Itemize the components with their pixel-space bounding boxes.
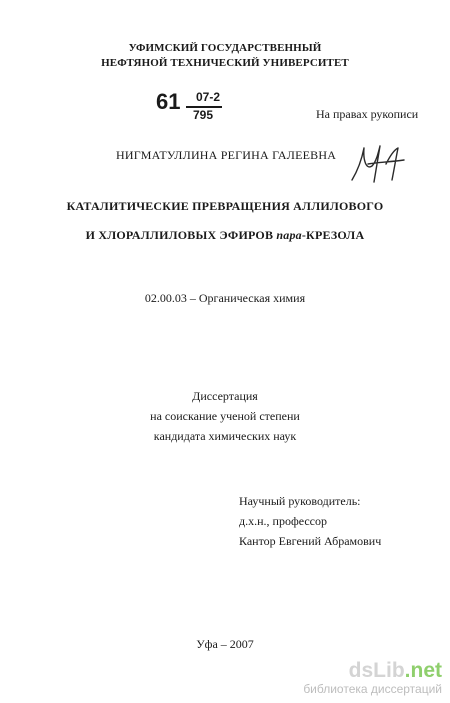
university-name [0, 41, 450, 71]
advisor-name: Кантор Евгений Абрамович [239, 534, 382, 548]
archive-code-bottom: 795 [193, 108, 214, 122]
archive-code-main: 61 [156, 89, 181, 114]
author-name: НИГМАТУЛЛИНА РЕГИНА ГАЛЕЕВНА [116, 148, 337, 162]
rights-note: На правах рукописи [316, 107, 419, 121]
university-line-1: УФИМСКИЙ ГОСУДАРСТВЕННЫЙ [128, 42, 322, 54]
title-line-2-italic: пара [276, 228, 302, 242]
watermark-logo [303, 660, 442, 682]
signature [346, 140, 410, 186]
dissertation-type [0, 386, 450, 446]
dissertation-line-3: кандидата химических наук [153, 429, 297, 443]
title-line-2-pre: И ХЛОРАЛЛИЛОВЫХ ЭФИРОВ [85, 228, 277, 242]
dissertation-line-1: Диссертация [192, 389, 258, 403]
specialty-code: 02.00.03 – Органическая химия [144, 291, 306, 305]
university-line-2: НЕФТЯНОЙ ТЕХНИЧЕСКИЙ УНИВЕРСИТЕТ [101, 57, 349, 69]
watermark-subtitle: библиотека диссертаций [303, 682, 442, 696]
dissertation-line-2: на соискание ученой степени [150, 409, 300, 423]
advisor-degree: д.х.н., профессор [239, 514, 328, 528]
watermark-logo-main: dsLib [348, 659, 405, 682]
dslib-watermark[interactable] [303, 660, 442, 696]
title-line-1: КАТАЛИТИЧЕСКИЕ ПРЕВРАЩЕНИЯ АЛЛИЛОВОГО [66, 199, 384, 213]
title-line-2-post: -КРЕЗОЛА [301, 228, 365, 242]
city-year: Уфа – 2007 [196, 637, 254, 651]
dissertation-title [0, 192, 450, 250]
advisor-label: Научный руководитель: [239, 494, 361, 508]
title-line-2 [0, 221, 450, 250]
watermark-logo-accent: .net [404, 659, 442, 682]
scientific-advisor [239, 491, 381, 551]
archive-code-top: 07-2 [196, 90, 221, 104]
